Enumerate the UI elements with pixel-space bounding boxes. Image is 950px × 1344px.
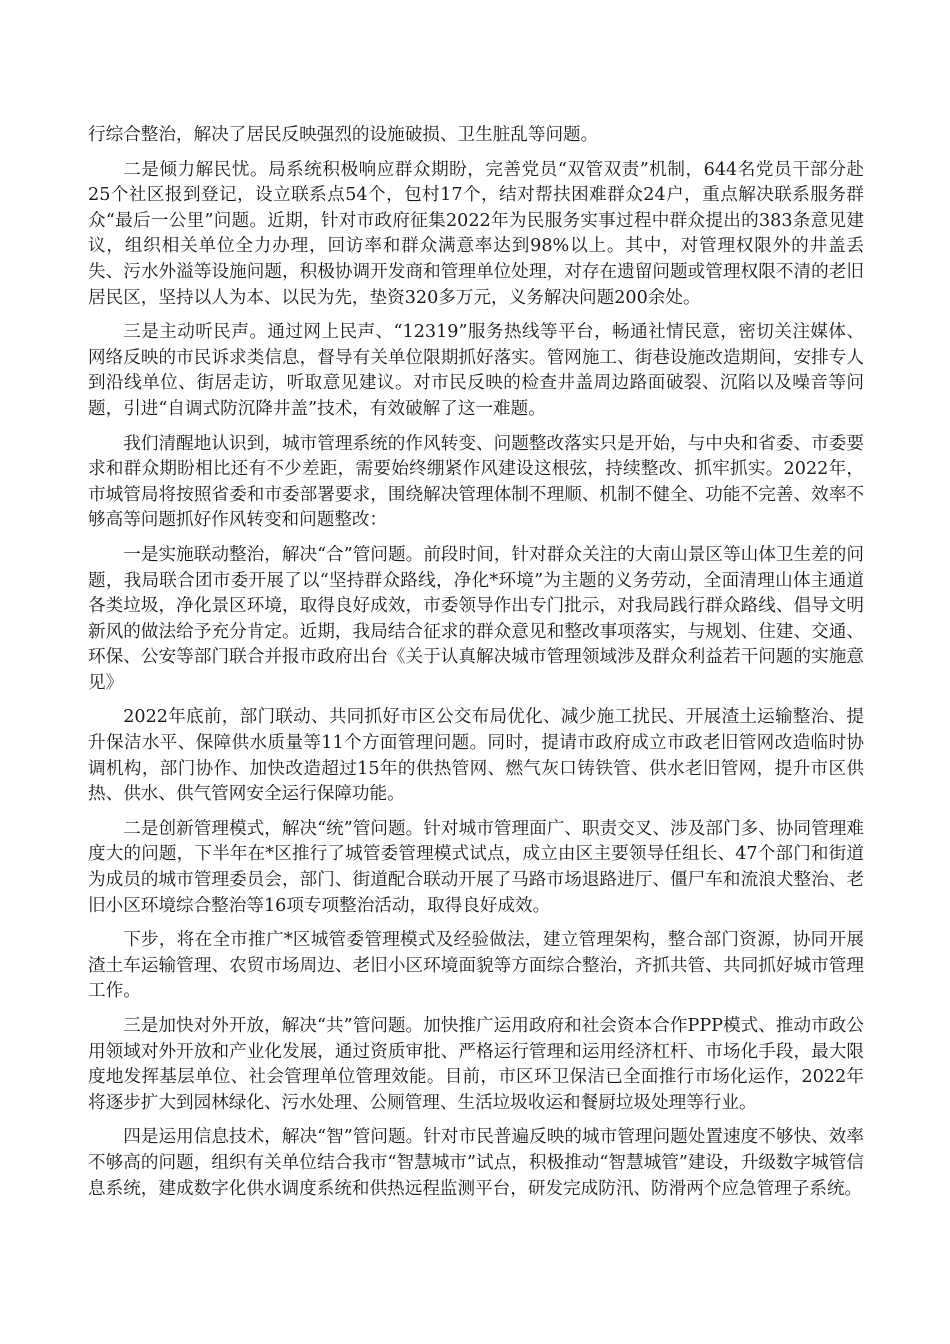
paragraph-9: 三是加快对外开放，解决“共”管问题。加快推广运用政府和社会资本合作PPP模式、推动市政公用领域对外开放和产业化发展，通过资质审批、严格运行管理和运用经济杠杆、市场化手段，最大限度地发挥基层单位、社会管理单位管理效能。目前，市区环卫保洁已全面推行市场化运作，2022年将逐步扩大到园林绿化、污水处理、公厕管理、生活垃圾收运和餐厨垃圾处理等行业。 — [88, 1016, 864, 1113]
paragraph-1: 行综合整治，解决了居民反映强烈的设施破损、卫生脏乱等问题。 — [88, 125, 599, 145]
document-body — [88, 123, 864, 1211]
paragraph-8: 下步，将在全市推广*区城管委管理模式及经验做法，建立管理架构，整合部门资源，协同开展渣土车运输管理、农贸市场周边、老旧小区环境面貌等方面综合整治，齐抓共管、共同抓好城市管理工作。 — [88, 930, 864, 1002]
paragraph-5: 一是实施联动整治，解决“合”管问题。前段时间，针对群众关注的大南山景区等山体卫生差的问题，我局联合团市委开展了以“坚持群众路线，净化*环境”为主题的义务劳动，全面清理山体主通道各类垃圾，净化景区环境，取得良好成效，市委领导作出专门批示，对我局践行群众路线、倡导文明新风的做法给予充分肯定。近期，我局结合征求的群众意见和整改事项落实，与规划、住建、交通、环保、公安等部门联合并报市政府出台《关于认真解决城市管理领域涉及群众利益若干问题的实施意见》 — [88, 544, 864, 693]
paragraph-7: 二是创新管理模式，解决“统”管问题。针对城市管理面广、职责交叉、涉及部门多、协同管理难度大的问题，下半年在*区推行了城管委管理模式试点，成立由区主要领导任组长、47个部门和街道为成员的城市管理委员会，部门、街道配合联动开展了马路市场退路进厅、僵尸车和流浪犬整治、老旧小区环境综合整治等16项专项整治活动，取得良好成效。 — [88, 818, 864, 916]
paragraph-3: 三是主动听民声。通过网上民声、“12319”服务热线等平台，畅通社情民意，密切关注媒体、网络反映的市民诉求类信息，督导有关单位限期抓好落实。管网施工、街巷设施改造期间，安排专人到沿线单位、街居走访，听取意见建议。对市民反映的检查井盖周边路面破裂、沉陷以及噪音等问题，引进“自调式防沉降井盖”技术，有效破解了这一难题。 — [88, 322, 864, 419]
paragraph-10: 四是运用信息技术，解决“智”管问题。针对市民普遍反映的城市管理问题处置速度不够快、效率不够高的问题，组织有关单位结合我市“智慧城市”试点，积极推动“智慧城管”建设，升级数字城管信息系统，建成数字化供水调度系统和供热远程监测平台，研发完成防汛、防滑两个应急管理子系统。 — [88, 1127, 864, 1199]
paragraph-2: 二是倾力解民忧。局系统积极响应群众期盼，完善党员“双管双责”机制，644名党员干部分赴25个社区报到登记，设立联系点54个，包村17个，结对帮扶困难群众24户，重点解决联系服务群众“最后一公里”问题。近期，针对市政府征集2022年为民服务实事过程中群众提出的383条意见建议，组织相关单位全力办理，回访率和群众满意率达到98%以上。其中，对管理权限外的井盖丢失、污水外溢等设施问题，积极协调开发商和管理单位处理，对存在遗留问题或管理权限不清的老旧居民区，坚持以人为本、以民为先，垫资320多万元，义务解决问题200余处。 — [88, 159, 864, 308]
paragraph-6: 2022年底前，部门联动、共同抓好市区公交布局优化、减少施工扰民、开展渣土运输整治、提升保洁水平、保障供水质量等11个方面管理问题。同时，提请市政府成立市政老旧管网改造临时协调机构，部门协作、加快改造超过15年的供热管网、燃气灰口铸铁管、供水老旧管网，提升市区供热、供水、供气管网安全运行保障功能。 — [88, 707, 864, 805]
paragraph-4: 我们清醒地认识到，城市管理系统的作风转变、问题整改落实只是开始，与中央和省委、市委要求和群众期盼相比还有不少差距，需要始终绷紧作风建设这根弦，持续整改、抓牢抓实。2022年，市城管局将按照省委和市委部署要求，围绕解决管理体制不理顺、机制不健全、功能不完善、效率不够高等问题抓好作风转变和问题整改： — [88, 433, 864, 531]
